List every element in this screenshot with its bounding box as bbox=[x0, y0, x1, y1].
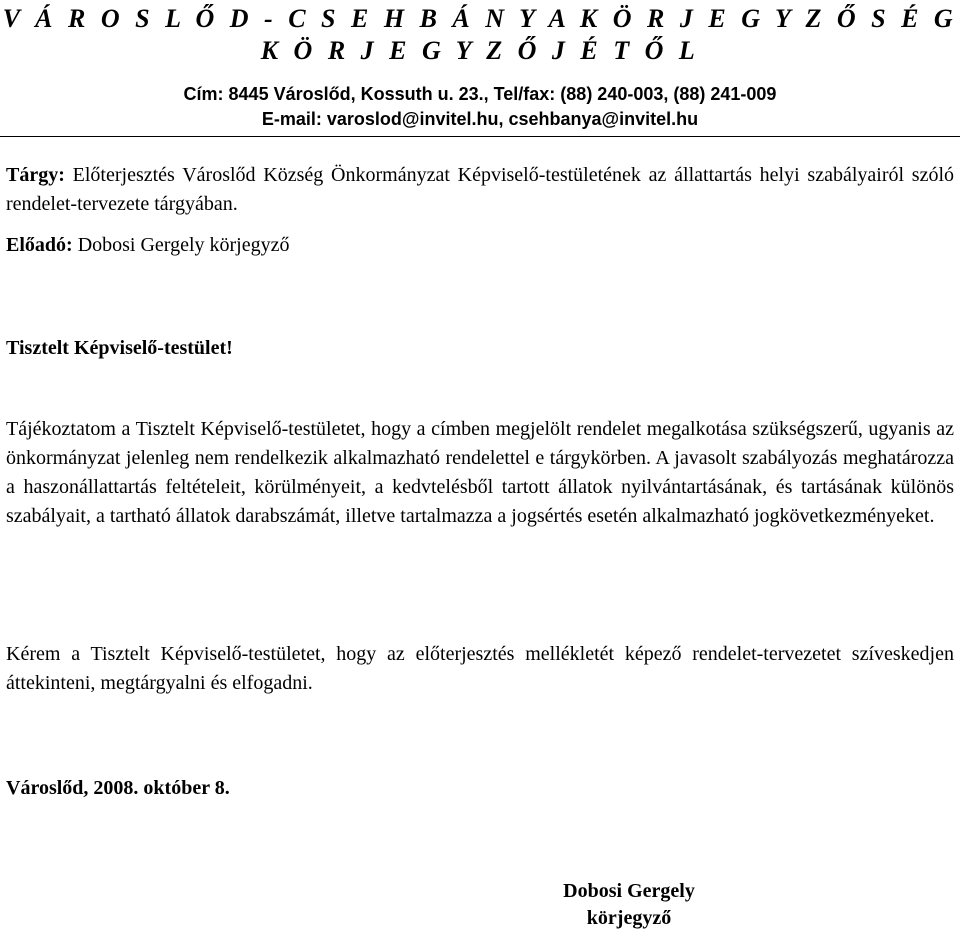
letterhead bbox=[0, 0, 960, 137]
presenter-block bbox=[6, 231, 954, 260]
subject-text: Előterjesztés Városlőd Község Önkormányzat Képviselő-testületének az állattartás helyi szabályairól szóló rendelet-tervezete tárgyában. bbox=[6, 164, 955, 215]
signature-title: körjegyző bbox=[586, 907, 672, 929]
presenter-text: Dobosi Gergely körjegyző bbox=[77, 234, 290, 256]
office-name-line1: V Á R O S L Ő D - C S E H B Á N Y A K Ö R J E G Y Z Ő S É G bbox=[2, 4, 958, 33]
subject-label: Tárgy: bbox=[6, 164, 65, 186]
contact-email: E-mail: varoslod@invitel.hu, csehbanya@invitel.hu bbox=[261, 109, 699, 129]
contact-address: Cím: 8445 Városlőd, Kossuth u. 23., Tel/fax: (88) 240-003, (88) 241-009 bbox=[183, 84, 777, 104]
body-paragraph-2: Kérem a Tisztelt Képviselő-testületet, hogy az előterjesztés mellékletét képező rendelet-tervezetet szíveskedjen áttekinteni, megtárgyalni és elfogadni. bbox=[6, 643, 954, 694]
date-line: Városlőd, 2008. október 8. bbox=[6, 777, 230, 799]
signature-block bbox=[529, 878, 729, 932]
office-name-line2: K Ö R J E G Y Z Ő J É T Ő L bbox=[260, 36, 700, 65]
body-paragraph-1: Tájékoztatom a Tisztelt Képviselő-testületet, hogy a címben megjelölt rendelet megalkotása szükségszerű, ugyanis az önkormányzat jelenleg nem rendelkezik alkalmazható rendelettel e tárgykörben. A javasolt szabályozás meghatározza a haszonállattartás feltételeit, körülményeit, a kedvtelésből tartott állatok nyilvántartásának, és tartásának különös szabályait, a tartható állatok darabszámát, illetve tartalmazza a jogsértés esetén alkalmazható jogkövetkezményeket. bbox=[6, 418, 954, 527]
subject-block bbox=[6, 161, 954, 219]
salutation: Tisztelt Képviselő-testület! bbox=[6, 337, 233, 359]
signature-name: Dobosi Gergely bbox=[563, 880, 695, 902]
presenter-label: Előadó: bbox=[6, 234, 73, 256]
